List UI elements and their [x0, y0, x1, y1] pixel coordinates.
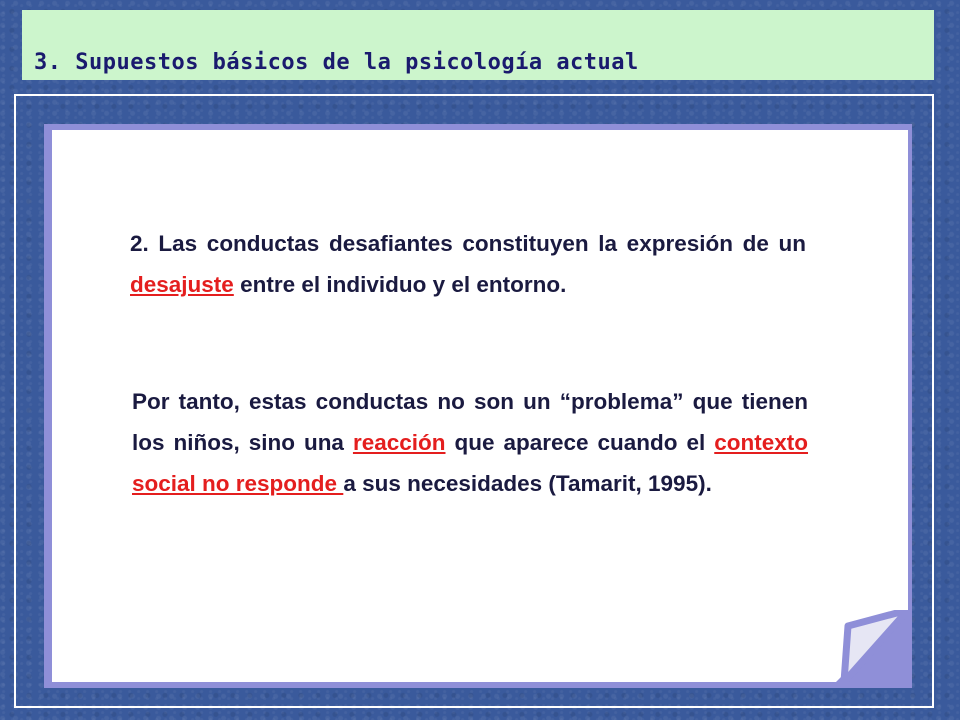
paragraph-2-end: a sus necesidades (Tamarit, 1995). — [343, 471, 712, 496]
paragraph-1-text: 2. Las conductas desafiantes constituyen la expresión de un — [130, 231, 806, 256]
slide-title: 3. Supuestos básicos de la psicología actual — [34, 50, 639, 75]
paragraph-2-middle: que aparece cuando el — [445, 430, 715, 455]
highlight-desajuste: desajuste — [130, 272, 234, 297]
paragraph-1 — [130, 223, 806, 305]
highlight-reaccion: reacción — [352, 430, 446, 455]
paragraph-2 — [132, 381, 808, 504]
paragraph-2-text: Por tanto, estas conductas no son un “problema” que tienen los niños, sino una — [132, 389, 808, 455]
highlight-contexto: contexto social no responde — [132, 430, 809, 496]
page-curl-icon — [836, 610, 908, 682]
paragraph-1-end: entre el individuo y el entorno. — [233, 272, 567, 297]
title-bar — [22, 10, 934, 80]
